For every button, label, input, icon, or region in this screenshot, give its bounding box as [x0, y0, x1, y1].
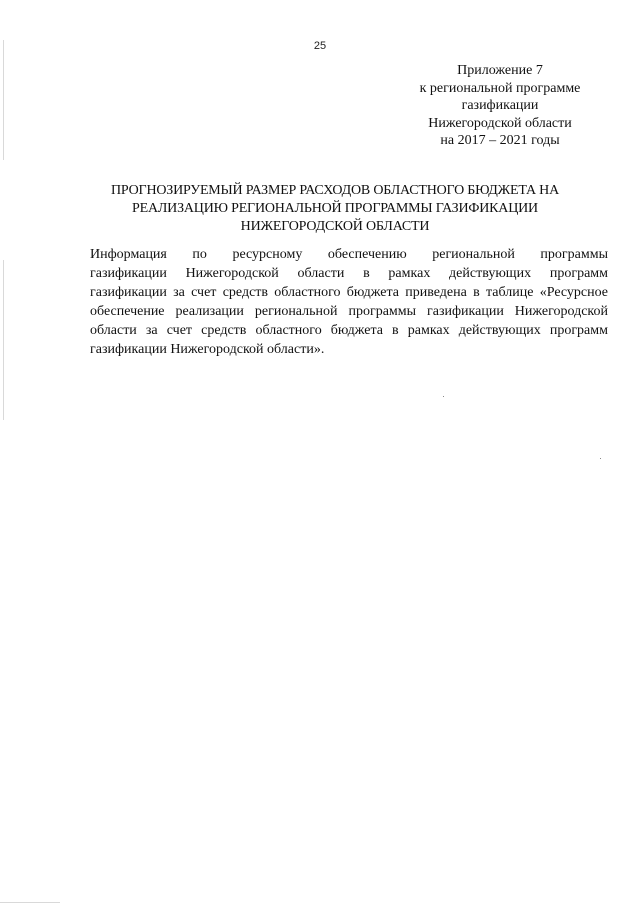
scan-edge-left	[3, 40, 4, 160]
appendix-line: Приложение 7	[457, 63, 543, 78]
appendix-line: газификации	[461, 98, 539, 113]
appendix-header	[400, 62, 600, 150]
paragraph-line: Информация по ресурсному обеспечению региональной программы	[90, 247, 608, 262]
appendix-line: Нижегородской области	[428, 115, 572, 131]
scan-edge-left-lower	[3, 260, 4, 420]
appendix-line: на 2017 – 2021 годы	[440, 133, 560, 148]
scan-speck	[600, 458, 601, 459]
scan-edge-bottom	[0, 902, 60, 903]
paragraph-line: области за счет средств областного бюджета в рамках действующих программ	[90, 323, 608, 338]
page-number: 25	[313, 40, 327, 52]
scan-speck	[443, 396, 444, 397]
document-heading	[80, 182, 590, 236]
heading-line: ПРОГНОЗИРУЕМЫЙ РАЗМЕР РАСХОДОВ ОБЛАСТНОГО БЮДЖЕТА НА	[110, 183, 560, 198]
body-paragraph	[90, 245, 608, 359]
paragraph-line: газификации Нижегородской области».	[90, 342, 325, 357]
paragraph-line: обеспечение реализации региональной программы газификации Нижегородской	[90, 304, 608, 319]
paragraph-line: газификации Нижегородской области в рамках действующих программ	[90, 266, 608, 281]
heading-line: РЕАЛИЗАЦИЮ РЕГИОНАЛЬНОЙ ПРОГРАММЫ ГАЗИФИКАЦИИ	[132, 201, 538, 216]
heading-line: НИЖЕГОРОДСКОЙ ОБЛАСТИ	[240, 219, 430, 234]
appendix-line: к региональной программе	[419, 80, 581, 96]
paragraph-line: газификации за счет средств областного бюджета приведена в таблице «Ресурсное	[90, 285, 608, 300]
